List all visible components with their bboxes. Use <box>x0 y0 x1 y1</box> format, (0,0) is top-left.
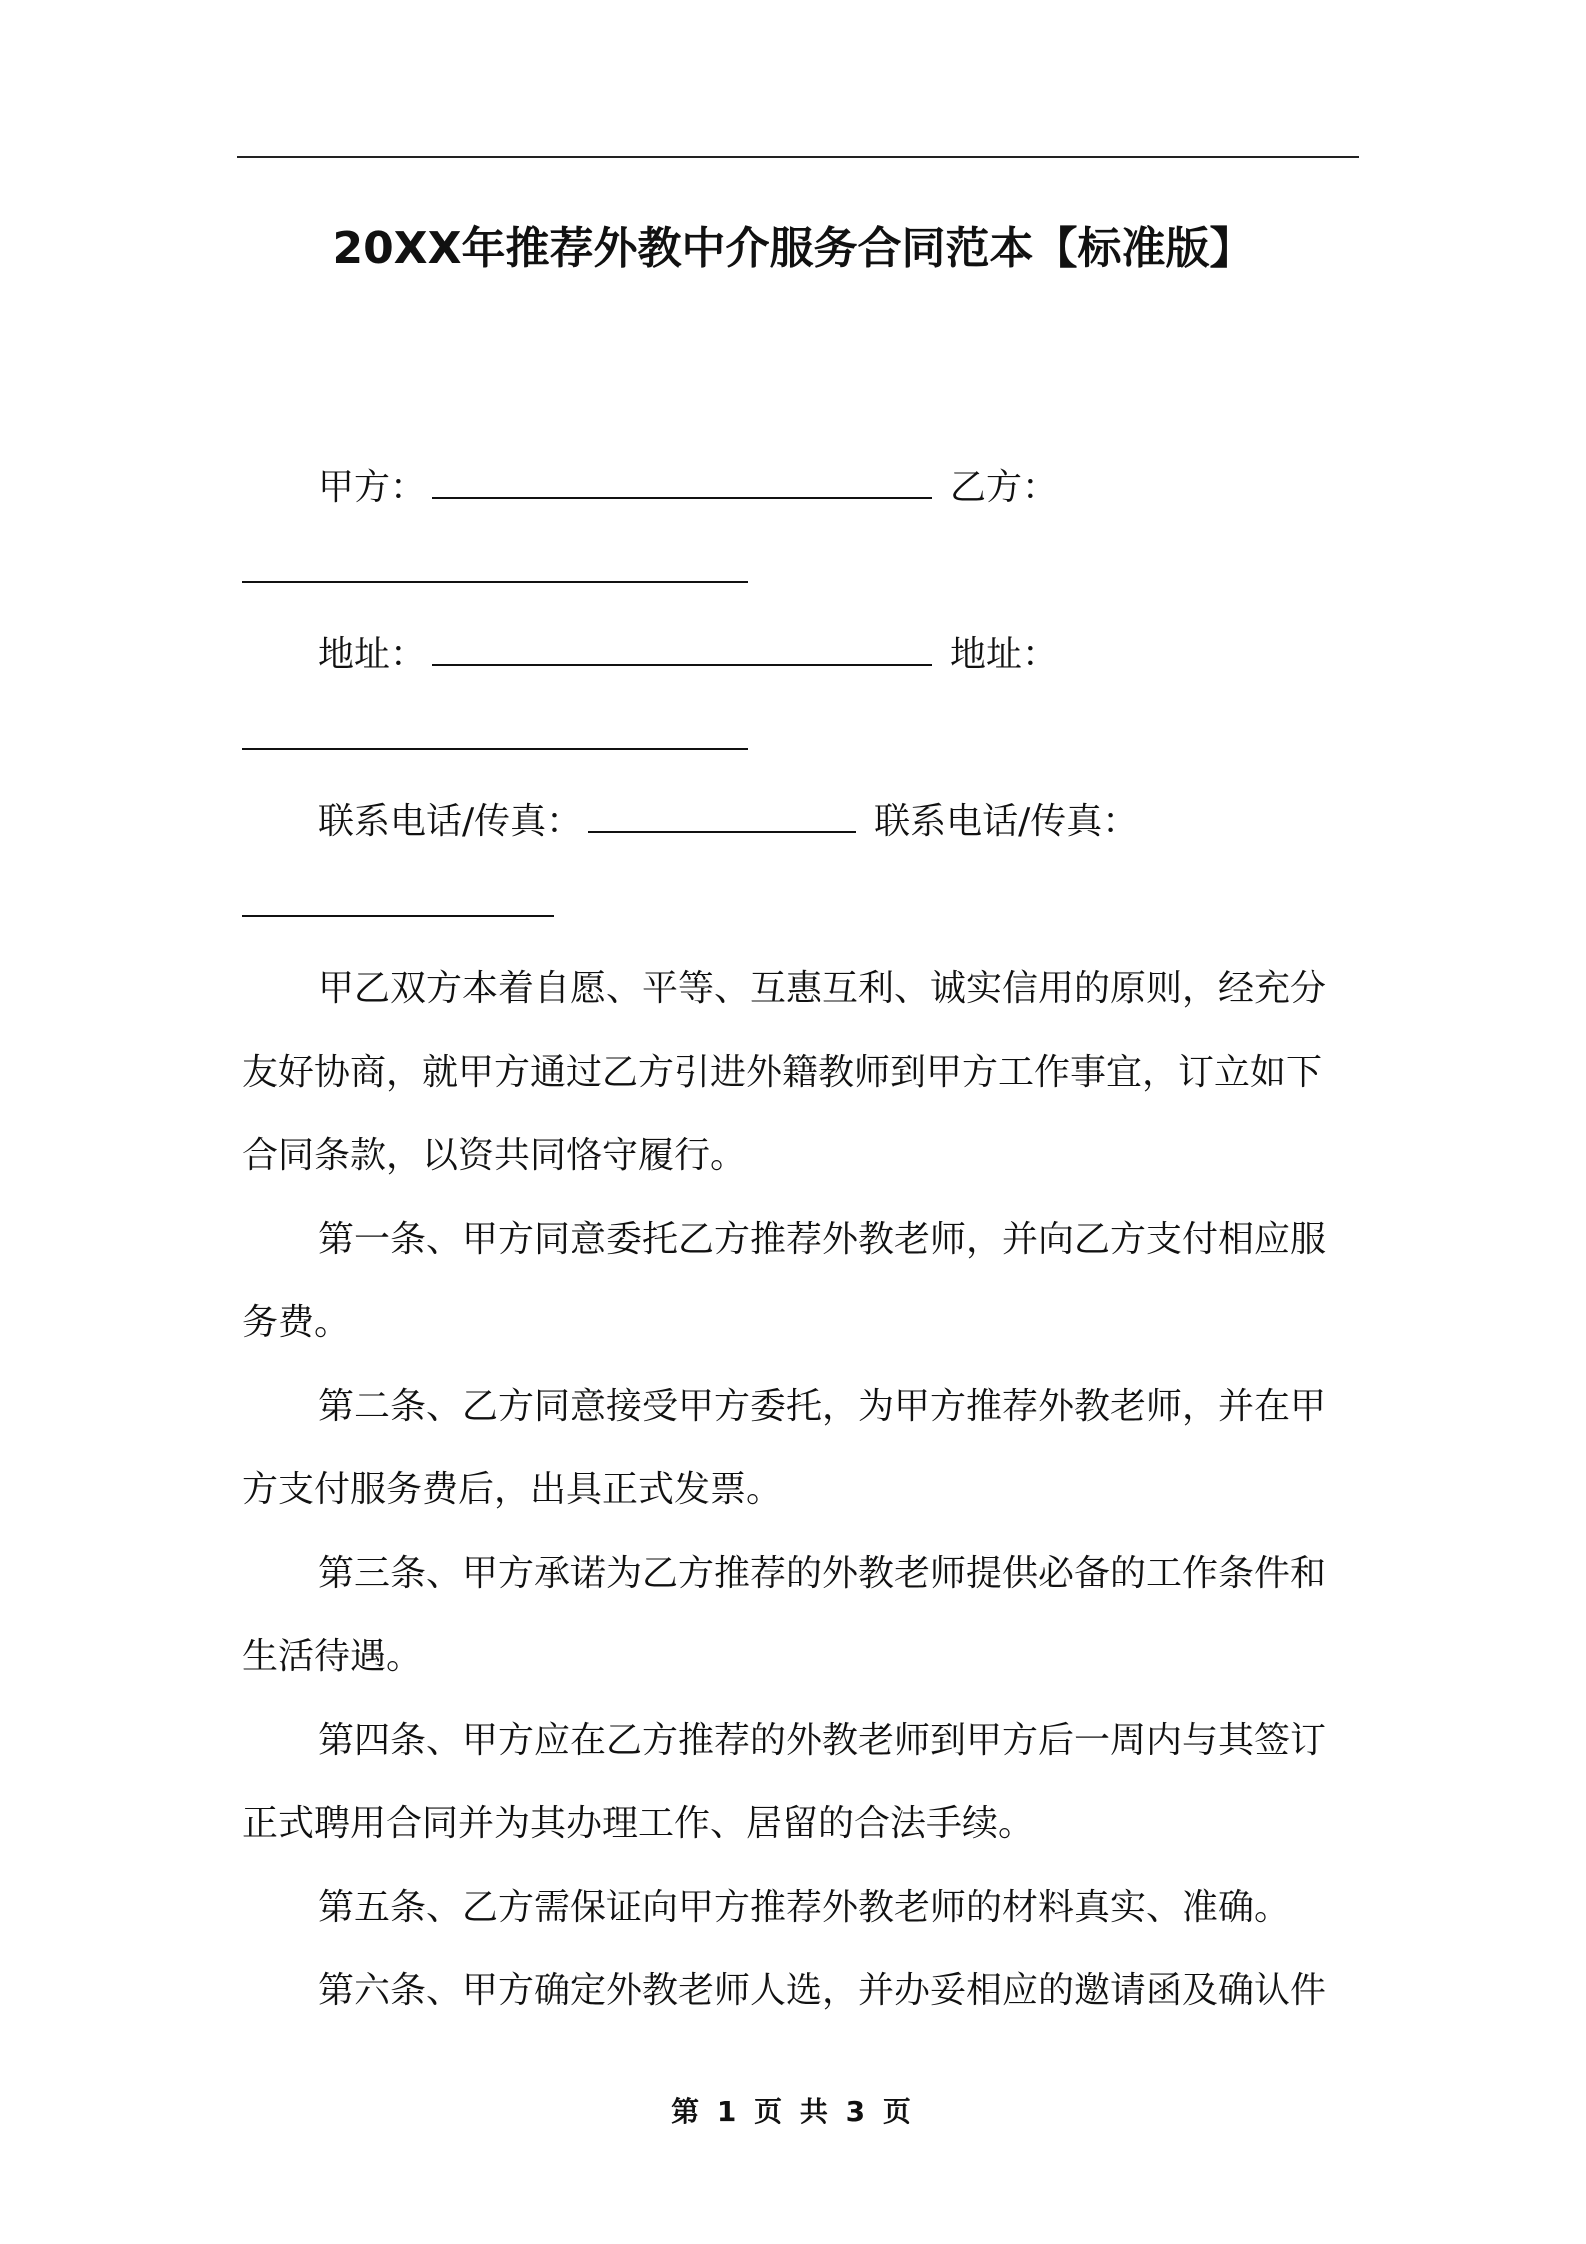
paragraph-line: 友好协商，就甲方通过乙方引进外籍教师到甲方工作事宜，订立如下 <box>242 1051 1323 1093</box>
document-body <box>242 446 1360 2033</box>
article-4-line: 正式聘用合同并为其办理工作、居留的合法手续。 <box>242 1803 1035 1844</box>
phone-b-blank <box>242 877 554 917</box>
phone-b-label: 联系电话/传真： <box>874 801 1139 842</box>
address-line <box>242 613 1360 697</box>
phone-line <box>242 780 1360 864</box>
phone-a-label: 联系电话/传真： <box>318 801 583 842</box>
phone-b-blank-line <box>242 864 1360 948</box>
article-2-line: 方支付服务费后，出具正式发票。 <box>242 1469 783 1510</box>
article-3-line: 生活待遇。 <box>242 1636 423 1677</box>
address-b-blank <box>242 710 748 750</box>
article-1-line: 第一条、甲方同意委托乙方推荐外教老师，并向乙方支付相应服 <box>318 1218 1327 1260</box>
address-b-label: 地址： <box>950 634 1059 675</box>
page-number: 第 1 页 共 3 页 <box>671 2095 915 2128</box>
article-2-line: 第二条、乙方同意接受甲方委托，为甲方推荐外教老师，并在甲 <box>318 1385 1327 1427</box>
article-5-line: 第五条、乙方需保证向甲方推荐外教老师的材料真实、准确。 <box>318 1886 1291 1928</box>
party-b-label: 乙方： <box>950 467 1059 508</box>
address-a-label: 地址： <box>318 634 427 675</box>
header-rule <box>237 156 1359 158</box>
phone-a-blank <box>588 793 856 833</box>
party-line <box>242 446 1360 530</box>
party-b-blank-line <box>242 530 1360 614</box>
party-a-label: 甲方： <box>318 467 427 508</box>
article-1-line: 务费。 <box>242 1302 351 1343</box>
party-a-blank <box>432 459 932 499</box>
article-4-line: 第四条、甲方应在乙方推荐的外教老师到甲方后一周内与其签订 <box>318 1719 1327 1761</box>
paragraph-line: 甲乙双方本着自愿、平等、互惠互利、诚实信用的原则，经充分 <box>318 968 1327 1009</box>
article-6-line: 第六条、甲方确定外教老师人选，并办妥相应的邀请函及确认件 <box>318 1970 1327 2011</box>
party-b-blank <box>242 543 748 583</box>
article-3-line: 第三条、甲方承诺为乙方推荐的外教老师提供必备的工作条件和 <box>318 1552 1327 1594</box>
address-b-blank-line <box>242 697 1360 781</box>
document-title: 20XX年推荐外教中介服务合同范本【标准版】 <box>332 223 1254 274</box>
paragraph-line: 合同条款，以资共同恪守履行。 <box>242 1135 747 1176</box>
address-a-blank <box>432 626 932 666</box>
